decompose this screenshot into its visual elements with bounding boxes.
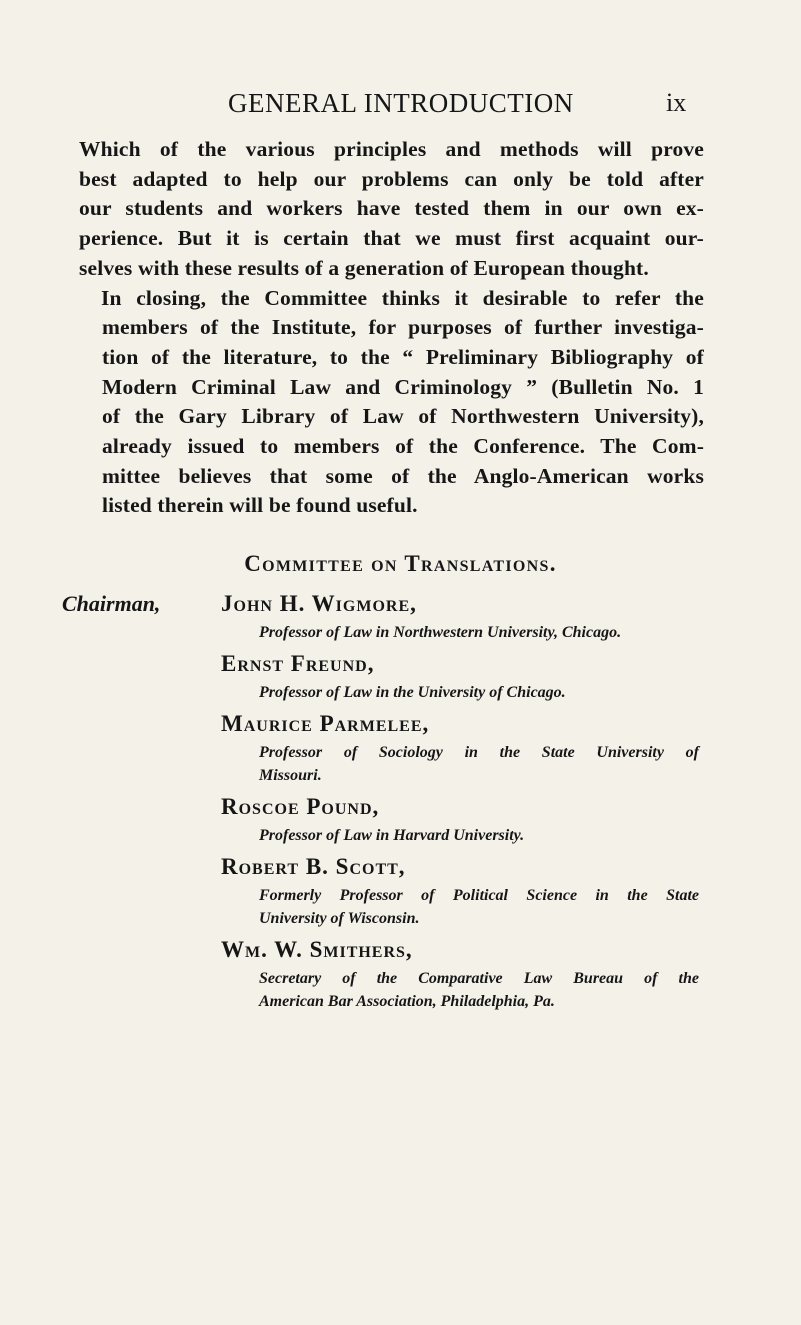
- page-number: ix: [666, 88, 687, 117]
- member-title: [259, 824, 699, 847]
- committee-member: [62, 647, 722, 704]
- text-line: perience. But it is certain that we must first acquaint our-: [79, 226, 704, 251]
- title-line: University of Wisconsin.: [259, 910, 420, 927]
- text-line: Modern Criminal Law and Criminology ” (Bulletin No. 1: [102, 374, 704, 399]
- text-line: mittee believes that some of the Anglo-American works: [102, 463, 704, 488]
- committee-member: [62, 933, 722, 1013]
- committee-member: [62, 707, 722, 787]
- text-line: listed therein will be found useful.: [102, 493, 418, 518]
- committee-member: [62, 790, 722, 847]
- title-line: Professor of Law in the University of Chicago.: [259, 684, 566, 701]
- text-line: already issued to members of the Conference. The Com-: [102, 434, 704, 459]
- text-line: best adapted to help our problems can only be told after: [79, 166, 704, 191]
- text-line: selves with these results of a generation of European thought.: [79, 255, 649, 280]
- text-line: members of the Institute, for purposes of further investiga-: [102, 315, 704, 340]
- paragraph-1: [79, 135, 704, 284]
- body-text: [79, 135, 704, 521]
- member-name: Wm. W. Smithers,: [221, 937, 413, 962]
- member-name: Ernst Freund,: [221, 651, 375, 676]
- running-title: GENERAL INTRODUCTION: [228, 88, 574, 118]
- title-line: Professor of Sociology in the State University of: [259, 744, 699, 761]
- chairman-label: Chairman,: [62, 591, 161, 616]
- title-line: Formerly Professor of Political Science in the State: [259, 887, 699, 904]
- title-line: Secretary of the Comparative Law Bureau of the: [259, 970, 699, 987]
- member-name: John H. Wigmore,: [221, 591, 417, 616]
- paragraph-2: [79, 284, 704, 522]
- committee-heading: Committee on Translations.: [244, 551, 557, 576]
- committee-member: [62, 587, 722, 644]
- member-title: [259, 967, 699, 1013]
- text-line: tion of the literature, to the “ Preliminary Bibliography of: [102, 344, 704, 369]
- page-header: [228, 88, 688, 124]
- committee-member: [62, 850, 722, 930]
- committee-members: [62, 587, 722, 1013]
- member-name: Robert B. Scott,: [221, 854, 406, 879]
- member-title: [259, 884, 699, 930]
- title-line: Professor of Law in Northwestern University, Chicago.: [259, 624, 622, 641]
- text-line: Which of the various principles and methods will prove: [79, 137, 704, 161]
- title-line: Professor of Law in Harvard University.: [259, 827, 525, 844]
- member-title: [259, 741, 699, 787]
- member-name: Maurice Parmelee,: [221, 711, 430, 736]
- text-line: of the Gary Library of Law of Northwestern University),: [102, 404, 704, 429]
- member-title: [259, 621, 699, 644]
- title-line: Missouri.: [259, 767, 322, 784]
- text-line: In closing, the Committee thinks it desirable to refer the: [101, 285, 704, 310]
- member-name: Roscoe Pound,: [221, 794, 380, 819]
- member-title: [259, 681, 699, 704]
- text-line: our students and workers have tested them in our own ex-: [79, 196, 704, 221]
- title-line: American Bar Association, Philadelphia, Pa.: [259, 993, 555, 1010]
